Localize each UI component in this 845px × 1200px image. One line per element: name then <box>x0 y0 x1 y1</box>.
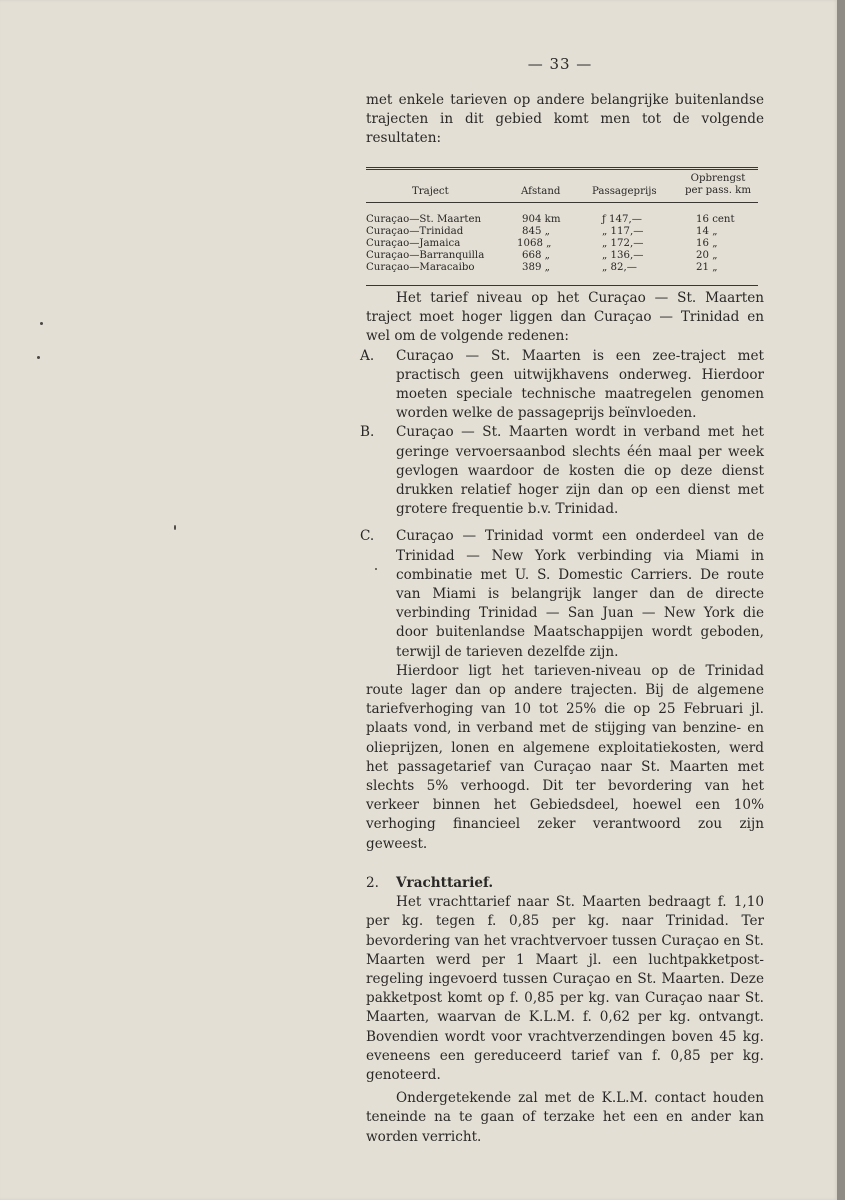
table-row <box>366 238 758 250</box>
reason-b-label: B. <box>360 424 375 441</box>
paper-speck <box>37 356 40 359</box>
reason-a <box>360 347 764 424</box>
cell-passageprijs: ƒ 147,— <box>602 214 642 225</box>
cell-traject: Curaçao—St. Maarten <box>366 214 482 225</box>
section-title: Vrachttarief. <box>396 874 494 891</box>
cell-opbrengst: 14 „ <box>696 226 718 237</box>
section-heading <box>366 874 764 893</box>
cell-traject: Curaçao—Jamaica <box>366 238 461 249</box>
table-row <box>366 226 758 238</box>
section-number: 2. <box>366 874 379 891</box>
cell-passageprijs: „ 136,— <box>602 250 644 261</box>
cell-traject: Curaçao—Trinidad <box>366 226 464 237</box>
cell-traject: Curaçao—Maracaibo <box>366 262 475 273</box>
body-text <box>360 289 764 1147</box>
cell-opbrengst: 16 cent <box>696 214 735 225</box>
intro-paragraph <box>366 91 764 149</box>
cell-traject: Curaçao—Barranquilla <box>366 250 485 261</box>
reason-c <box>360 527 764 661</box>
header-passageprijs: Passageprijs <box>592 186 657 197</box>
reason-a-text: Curaçao — St. Maarten is een zee-traject met practisch geen uitwijkhavens onderweg. Hierdoor moeten speciale technische maatregelen genomen worden welke de passageprijs beïnvloeden. <box>396 347 764 422</box>
cell-passageprijs: „ 117,— <box>602 226 644 237</box>
page-number: — 33 — <box>527 55 593 73</box>
table-row <box>366 250 758 262</box>
cell-opbrengst: 20 „ <box>696 250 718 261</box>
paper-speck <box>375 568 377 570</box>
reason-c-label: C. <box>360 528 375 545</box>
cell-afstand: 389 „ <box>522 262 550 273</box>
header-opbrengst <box>678 173 758 197</box>
intro-text: met enkele tarieven op andere belangrijke buitenlandse trajecten in dit gebied komt men tot de volgende resultaten: <box>366 92 764 147</box>
reason-b <box>360 423 764 519</box>
header-afstand: Afstand <box>521 186 561 197</box>
cell-opbrengst: 21 „ <box>696 262 718 273</box>
cell-opbrengst: 16 „ <box>696 238 718 249</box>
reason-b-text: Curaçao — St. Maarten wordt in verband met het geringe vervoersaanbod slechts één maal per week gevlogen waardoor de kosten die op deze dienst drukken relatief hoger zijn dan op een dienst met grotere frequentie b.v. Trinidad. <box>396 424 764 518</box>
paragraph-tariff-increase: Hierdoor ligt het tarieven-niveau op de Trinidad route lager dan op andere trajecten. Bij de algemene tariefverhoging van 10 tot 25% die op 25 Februari jl. plaats vond, in verband met de stijging van benzine- en olieprijzen, lonen en algemene exploitatiekosten, werd het passagetarief van Curaçao naar St. Maarten met slechts 5% verhoogd. Dit ter bevordering van het verkeer binnen het Gebiedsdeel, hoewel een 10% verhoging financieel zeker verantwoord zou zijn geweest. <box>366 662 764 852</box>
reason-a-label: A. <box>360 347 375 364</box>
table-row <box>366 262 758 274</box>
header-traject: Traject <box>412 186 449 197</box>
cell-afstand: 668 „ <box>522 250 550 261</box>
header-opbrengst-line2: per pass. km <box>684 185 752 196</box>
paragraph-tariff-level: Het tarief niveau op het Curaçao — St. Maarten traject moet hoger liggen dan Curaçao — Trinidad en wel om de volgende redenen: <box>366 290 764 345</box>
cell-afstand: 904 km <box>522 214 561 225</box>
paragraph-freight: Het vrachttarief naar St. Maarten bedraagt f. 1,10 per kg. tegen f. 0,85 per kg. naar Trinidad. Ter bevordering van het vrachtvervoer tussen Curaçao en St. Maarten werd per 1 Maart jl. een luchtpakketpost-regeling ingevoerd tussen Curaçao en St. Maarten. Deze pakketpost komt op f. 0,85 per kg. van Curaçao naar St. Maarten, waarvan de K.L.M. f. 0,62 per kg. ontvangt. Bovendien wordt voor vrachtverzendingen boven 45 kg. eveneens een gereduceerd tarief van f. 0,85 per kg. genoteerd. <box>366 894 764 1083</box>
cell-afstand: 1068 „ <box>517 238 552 249</box>
reason-c-text: Curaçao — Trinidad vormt een onderdeel van de Trinidad — New York verbinding via Miami in combinatie met U. S. Domestic Carriers. De route van Miami is belangrijk langer dan de directe verbinding Trinidad — San Juan — New York die door buitenlandse Maatschappijen wordt geboden, terwijl de tarieven dezelfde zijn. <box>396 528 764 660</box>
cell-afstand: 845 „ <box>522 226 550 237</box>
cell-passageprijs: „ 82,— <box>602 262 637 273</box>
cell-passageprijs: „ 172,— <box>602 238 644 249</box>
paper-speck <box>174 525 176 530</box>
page-edge <box>837 0 845 1200</box>
tariff-table <box>366 167 758 286</box>
paper-speck <box>40 322 43 325</box>
table-header <box>366 170 758 203</box>
table-row <box>366 214 758 226</box>
header-opbrengst-line1: Opbrengst <box>690 173 746 184</box>
table-body <box>366 203 758 285</box>
paragraph-closing: Ondergetekende zal met de K.L.M. contact houden teneinde na te gaan of terzake het een en ander kan worden verricht. <box>366 1090 764 1145</box>
